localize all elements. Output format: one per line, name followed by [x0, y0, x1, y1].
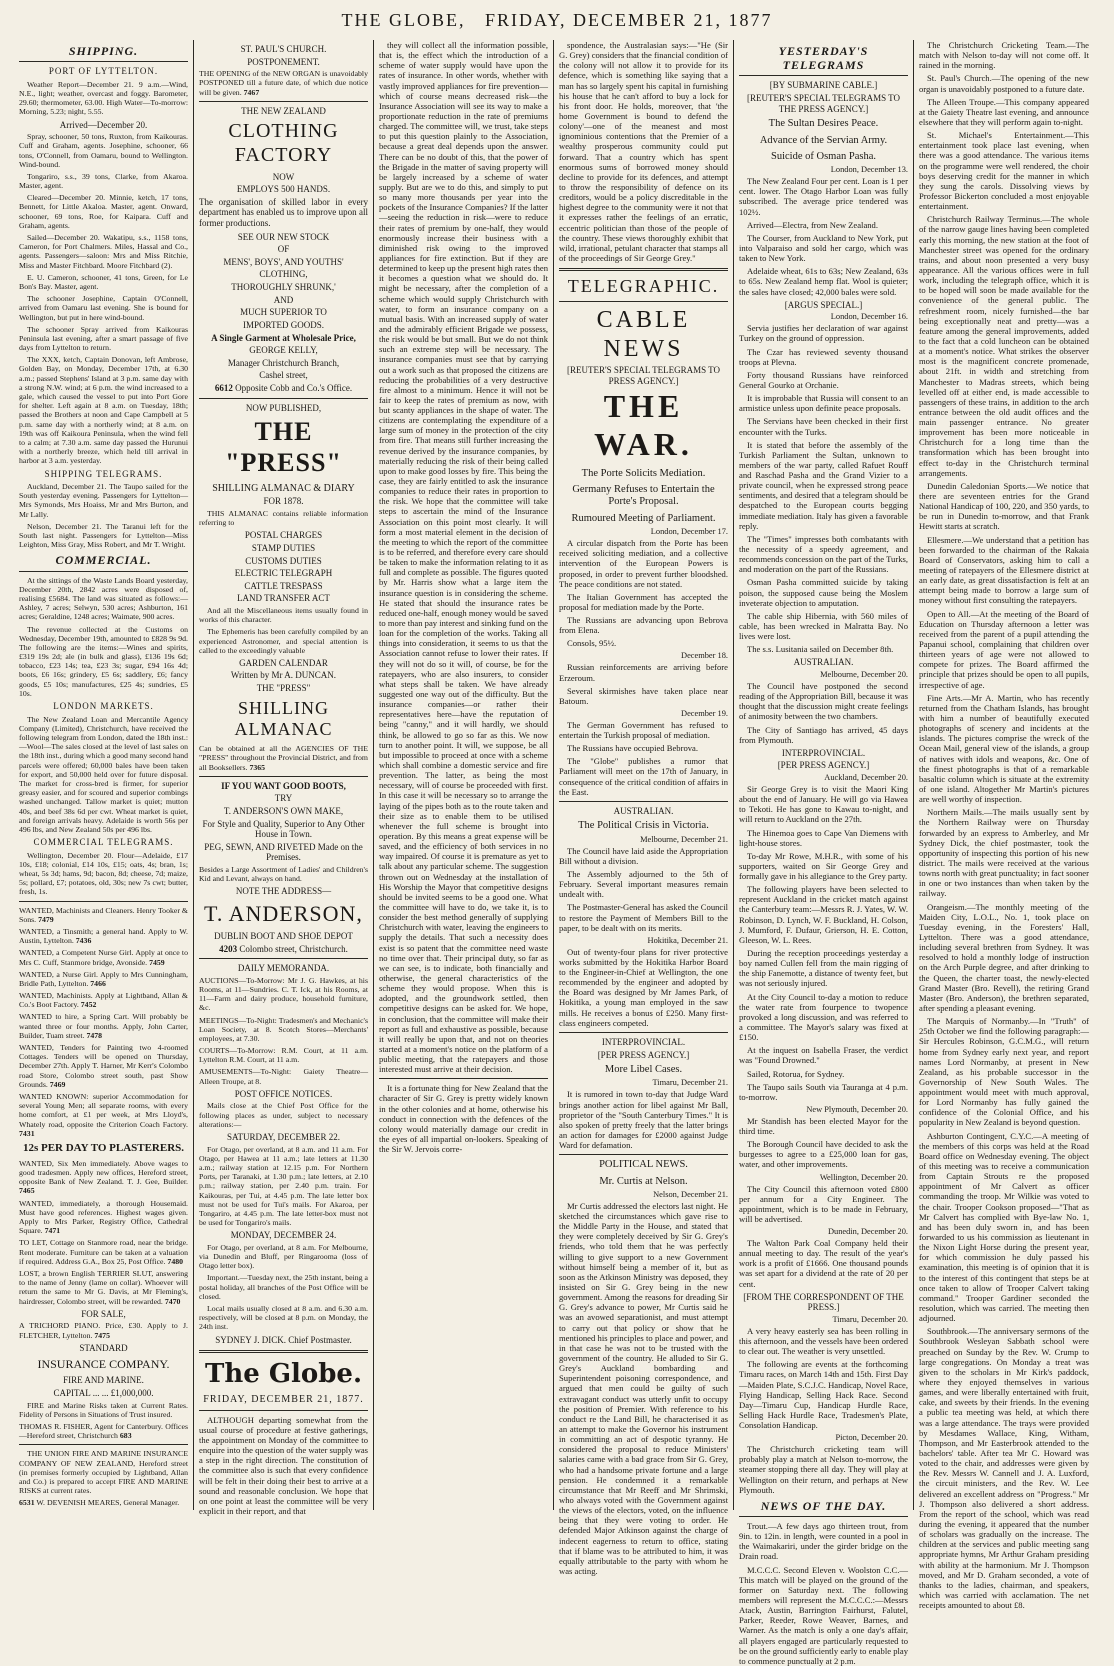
news-item: Orangeism.—The monthly meeting of the Maiden City, L.O.L., No. 1, took place on Tuesday evening, in the Foresters' Hall, Lyttelton. There was a good attendance, including several brethren from Sydney. It was resolved to hold a monthly lodge of instruction on the Arch Purple degree, and after drinking to the Queen, the charter toast, the newly-elected Grand Master (Bro. Revell), the retiring Grand Master (Bro. Anderson), the brethren separated, after spending a pleasant evening.	[919, 901, 1089, 1013]
telegram-para: It is stated that before the assembly of the Turkish Parliament the Sultan, unknown to members of the war party, called Rafuet Rouff and Raschad Pasha and the Grand Vizier to a private council, when he expressed strong peace sentiments, and desired that a telegram should be despatched to the European courts begging immediate mediation. Italy has given a favorable reply.	[739, 439, 908, 531]
church-notice: THE OPENING of the NEW ORGAN is unavoidably POSTPONED till a future date, of which due notice will be given. 7467	[199, 69, 368, 97]
australian-para: Out of twenty-four plans for river protective works submitted by the Hokitika Harbor Board to the Engineer-in-Chief at Wellington, the one recommended by the engineer and adopted by the Board was designed by Mr James Park, of Hokitika, a young man employed in the saw mills. He receives a bonus of £250. Many first-class engineers competed.	[559, 946, 728, 1028]
cable-news-heading: CABLE NEWS	[596, 307, 691, 362]
post-saturday-body: For Otago, per overland, at 8 a.m. and 11 a.m. For Otago, per Hawea at 11 a.m.; late letters at 11.30 a.m.; railway station at 12.15 p.m. For Northern Ports, per Taranaki, at 1.30 p.m.; late letters, at 2.10 p.m.; railway station, per 2.40 p.m. train. For Kaikouras, per Tui, at 4.45 p.m. The late letter box must not be used for Tui's mails. For Akaroa, per Tongariro, at 4.45 p.m. The late letter-box must not be used for Tongariro's mails.	[199, 1144, 368, 1228]
interprov-para: The Taupo sails South via Tauranga at 4 p.m. to-morrow.	[739, 1081, 908, 1102]
telegram-para: Arrived—Electra, from New Zealand.	[747, 219, 878, 230]
interprov-para: Sir George Grey is to visit the Maori King about the end of January. He will go via Hawea to Tekoti. He has gone to Kawau to-night, and will return to Auckland on the 27th.	[739, 783, 908, 825]
dateline: Picton, December 20.	[835, 1433, 908, 1443]
weather-report: Weather Report—December 21. 9 a.m.—Wind, N.E., light; weather, overcast and foggy. Barometer, 29.60; thermometer, 63.00. High Water—To-morrow: Morning, 5.23; night, 5.55.	[19, 79, 188, 117]
shipping-news-1: The schooner Josephine, Captain O'Connell, arrived from Oamaru last evening. She is bound for Wellington, but put in here wind-bound.	[19, 294, 188, 322]
suicide-heading: Suicide of Osman Pasha.	[771, 150, 876, 162]
clothing-and: AND	[273, 294, 294, 305]
ad-wanted-2: WANTED, a Tinsmith; a general hand. Apply to W. Austin, Lyttelton. 7436	[19, 926, 188, 946]
insurance-body: FIRE and Marine Risks taken at Current Rates. Fidelity of Persons in Situations of Trust insured.	[19, 1400, 188, 1419]
interprovincial-heading: INTERPROVINCIAL.	[601, 1036, 686, 1047]
yesterdays-telegrams-heading: YESTERDAY'S TELEGRAMS	[739, 44, 908, 76]
sultan-heading: The Sultan Desires Peace.	[768, 118, 879, 130]
column-6	[914, 40, 1094, 1611]
church-heading: ST. PAUL'S CHURCH.	[240, 44, 327, 54]
news-item: Christchurch Railway Terminus.—The whole of the narrow gauge lines having been completed early this morning, the new station at the foot of Manchester street was opened for the ordinary trains, and about noon presented a very busy appearance. All the various offices were in full work, including the telegraph office, which it is to be hoped will soon be made available for the convenience of the general public. The refreshment room, nicely furnished—the bar being exceptionally neat and pretty—was a feature among the general improvements, added to the fact that a cold luncheon can be obtained at a moment's notice. What strikes the observer most is the magnificent concrete promenade, about 21ft. in width and stretching from Manchester to Madras streets, which being levelled off at either end, is made accessible to passengers of these trains, in addition to the arch entrance between the old audit offices and the main passenger entrance. No greater improvement has been more noticeable in Christchurch for a long time than the transformation which has been brought into effect to-day in the Christchurch terminal arrangements.	[919, 214, 1089, 478]
dateline: Timaru, December 21.	[652, 1078, 728, 1088]
globe-title: The Globe.	[204, 1359, 363, 1390]
submarine-note: [BY SUBMARINE CABLE.]	[769, 80, 878, 91]
clothing-of: OF	[277, 244, 290, 255]
almanac-agencies: Can be obtained at all the AGENCIES OF THE "PRESS" throughout the Provincial District, and from all Booksellers. 7365	[199, 744, 368, 772]
dateline: New Plymouth, December 20.	[806, 1105, 908, 1115]
war-para: The "Globe" publishes a rumor that Parliament will meet on the 17th of January, in consequence of the critical condition of affairs in the East.	[559, 756, 728, 797]
shipping-telegram-1: Auckland, December 21. The Taupo sailed for the South yesterday evening. Passengers for Lyttelton—Mrs Symonds, Mrs Hoaiss, Mr and Mrs Burton, and Mr Lally.	[19, 482, 188, 519]
servian-heading: Advance of the Servian Army.	[759, 134, 888, 146]
libel-heading: More Libel Cases.	[604, 1064, 683, 1076]
union-insurance: THE UNION FIRE AND MARINE INSURANCE COMPANY OF NEW ZEALAND, Hereford street (in premises formerly occupied by Lightband, Allan and Co.) is prepared to accept FIRE AND MARINE RISKS at current rates.	[19, 1449, 188, 1496]
news-item: The Alleen Troupe.—This company appeared at the Gaiety Theatre last evening, and announce elsewhere that they will perform again to-night.	[919, 96, 1089, 127]
war-para: Consols, 95½.	[567, 638, 617, 649]
clothing-see: SEE OUR NEW STOCK	[237, 231, 330, 242]
dateline: December 19.	[681, 708, 728, 718]
interprov-para: At the City Council to-day a motion to reduce the water rate from fourpence to twopence provoked a long discussion, and was referred to a committee. The Mayor's salary was fixed at £150.	[739, 991, 908, 1043]
boots-heading: IF YOU WANT GOOD BOOTS,	[221, 780, 346, 791]
reuter-note-2: [REUTER'S SPECIAL TELEGRAMS TO THE PRESS AGENCY.]	[746, 92, 901, 114]
telegram-para: It is improbable that Russia will consent to an armistice unless upon definite peace proposals.	[739, 393, 908, 414]
post-office-heading: POST OFFICE NOTICES.	[234, 1088, 333, 1099]
column-5	[734, 40, 914, 1666]
war-para: The German Government has refused to entertain the Turkish proposal of mediation.	[559, 719, 728, 740]
australian-para: The Postmaster-General has asked the Council to restore the Payment of Members Bill to the paper, to be dealt with on its merits.	[559, 902, 728, 933]
curtis-heading: Mr. Curtis at Nelson.	[599, 1175, 688, 1187]
boots-try: TRY	[274, 793, 293, 804]
almanac-item: POSTAL CHARGES	[244, 530, 323, 541]
almanac-body-2: And all the Miscellaneous items usually found in works of this character.	[199, 605, 368, 625]
interprov-para: The Borough Council have decided to ask the burgesses to agree to a £25,000 loan for gas, water, and other improvements.	[739, 1139, 908, 1170]
ad-wanted-8: WANTED KNOWN: superior Accommodation for several Young Men; all separate rooms, with every home comfort, at £1 per week, at Mrs Lloyd's, Whately road, opposite the Criterion Coach Factory. 7431	[19, 1091, 188, 1138]
dateline: Dunedin, December 20.	[827, 1227, 908, 1237]
shipping-telegrams-heading: SHIPPING TELEGRAMS.	[44, 468, 163, 479]
news-of-the-day-heading: NEWS OF THE DAY.	[739, 1499, 908, 1517]
interprov-para: To-day Mr Rowe, M.H.R., with some of his supporters, waited on Sir George Grey and formally gave in his allegiance to the Grey party.	[739, 850, 908, 882]
almanac-item: STAMP DUTIES	[251, 542, 316, 553]
libel-para: It is rumored in town to-day that Judge Ward brings another action for libel against Mr Ball, proprietor of the "South Canterbury Times." It is also spoken of pretty freely that the latter brings an action for damages for £2000 against Judge Ward for defamation.	[559, 1089, 728, 1151]
war-para: A circular dispatch from the Porte has been received soliciting mediation, and a collective intervention of the European Powers is proposed, in order to prevent further bloodshed. The peace conditions are not stated.	[559, 538, 728, 589]
masthead-date: FRIDAY, DECEMBER 21, 1877	[484, 9, 773, 30]
germany-heading: Germany Refuses to Entertain the Porte's Proposal.	[572, 484, 715, 508]
dateline: Melbourne, December 20.	[820, 670, 908, 680]
news-item: Ellesmere.—We understand that a petition has been forwarded to the chairman of the Rakaia Board of Conservators, asking him to call a meeting of ratepayers of the Ellesmere district at an early date, as great dissatisfaction is felt at an attempt being made to borrow a large sum of money without first consulting the ratepayers.	[919, 534, 1089, 606]
almanac-press: THE "PRESS"	[225, 417, 342, 477]
memo-courts: COURTS—To-Morrow: R.M. Court, at 11 a.m. Lyttelton R.M. Court, at 11 a.m.	[199, 1046, 368, 1065]
interprov-para: The City Council this afternoon voted £800 per annum for a City Engineer. The appointment, which is to be made in February, will be advertised.	[739, 1183, 908, 1224]
column-4	[554, 40, 734, 1576]
commercial-telegrams: Wellington, December 20. Flour—Adelaide, £17 10s, £18; colonial, £14 10s, £15; oats, 4s; bran, 1s; wheat, 5s 3d; hams, 9d; bacon, 8d; cheese, 7d; maize, 5s; pollard, £7; potatoes, old, 30s; new 7s cwt; butter, fresh, 1s.	[19, 850, 188, 897]
telegram-para: The Courser, from Auckland to New York, put into Valparaiso and sold her cargo, which was taken to New York.	[739, 232, 908, 264]
clothing-factory-title: CLOTHING FACTORY	[228, 120, 339, 166]
leader-article-cont: they will collect all the information possible, that is, the effect which the introduction of a scheme of water supply would have upon the rates of insurance. In other words, whether with vastly improved appliances for fire prevention—which of course means decreased risk—the Insurance Association will see its way to make a proportionate reduction in the rate of premiums charged. The committee will, we trust, take steps to put this question plainly to the Association, because a great deal depends upon the answer. There can be no doubt of this, that the power of the Brigade in the matter of saving property will be largely increased by a scheme of water supply. But are we to do this, and simply to put so many more thousands per year into the pockets of the Insurance Companies? If the latter—seeing the reduction in risk—were to reduce their rates of premium by one-half, they would enormously increase their business with a diminished risk owing to the improved appliances for fire extinction. But if they are determined to keep up the present high rates then it becomes a question what we should do. It might be necessary, after the completion of a scheme which would supply Christchurch with water, to form an insurance company on a mutual basis. With an increased supply of water and the admirably efficient Brigade we possess, the risk would be but small. But we do not think such an extreme step will be necessary. The insurance companies must see that by carrying out a work such as that proposed the citizens are reducing the probabilities of a very destructive fire almost to a minimum. Hence it will not be fair to keep the rates of premium as now, with but scanty appliances in the shape of water. The citizens are contemplating the expenditure of a large sum of money in the protection of the city from fire. That means still further increasing the revenue derived by the insurance companies, by materially reducing the risk of their being called upon to make good losses by fire. This being the case, they are fairly entitled to ask the insurance companies to reduce their rates in proportion to the risk. We hope that the committee will take steps to ascertain the mind of the Insurance Association on this point most clearly. It will form a most material element in the decision of the meeting to which the report of the committee is to be referred, and therefore every care should be taken to make the information relating to it as full and complete as possible. The figures quoted by Mr. Harris show what a large item the insurance question is in considering the scheme. He stated that should the insurance rates be reduced one-half, enough money would be saved to more than pay interest and sinking fund on the loan for the completion of the works. Taking all things into consideration, it seems to us that the Association cannot refuse to lower their rates. If they will not do so it will, of course, be for the ratepayers, who are also insurers, to consider what steps shall be taken. We have already suggested one way out of the difficulty. But the insurance companies—or rather their representatives here—have the reputation of being "canny," and it will hardly, we should think, be allowed to go so far as this. We now turn to another point. It will, we suppose, be all but impossible to proceed at once with a scheme which shall combine a domestic service and fire prevention. The latter, as being the most necessary, will of course be proceeded with first. In this case it will be necessary so to arrange the laying of the pipes both as to the route taken and their size as to enable them to be utilised whenever the full scheme is brought into operation. By this means a great expense will be saved, and the efficiency of both services in no way impaired. Of course it is premature as yet to talk about any particular scheme. The suggestion thrown out on Wednesday at the installation of His Worship the Mayor that competitive designs should be invited seems to be a good one. What the committee will have to do, we take it, is to consider the best method generally of supplying Christchurch with water, leaving the engineers to supply the details. That such a necessity does exist is so patent that the committee need waste no time over that. Their principal duty, so far as we can see, is to indicate, both financially and otherwise, the general characteristics of the scheme they would propose. When this is adopted, and the groundwork settled, then competitive designs can be asked for. We hope, in conclusion, that the committee will make their report as full and exhaustive as possible, because it will really be upon that, and not on theories started at a moment's notice on the platform of a public meeting, that the ratepayers and those interested must arrive at their decision.	[379, 40, 548, 1075]
dateline: December 18.	[681, 651, 728, 661]
reuter-note: [REUTER'S SPECIAL TELEGRAMS TO PRESS AGENCY.]	[566, 364, 721, 386]
news-item: Northern Mails.—The mails usually sent by the Northern Railway were on Thursday forwarded by an express to Amberley, and Mr Sydney Dick, the chief postmaster, took the opportunity of inspecting this portion of his new district. The mails were received at the various towns north with great punctuality; in fact sooner in one or two instances than when taken by the railway.	[919, 807, 1089, 899]
australian-heading: AUSTRALIAN.	[613, 805, 674, 816]
news-item: Fine Arts.—Mr A. Martin, who has recently returned from the Chatham Islands, has brought with him a number of beautifully executed photographs of scenery and incidents at the islands. The pictures comprise the wreck of the Ocean Mail, general view of the islands, a group of natives with idols and weapons, &c. One of the finest photographs is that of a remarkable basaltic column which is situate at the extremity of one island. Altogether Mr Martin's pictures are well worthy of inspection.	[919, 692, 1089, 805]
war-para: Several skirmishes have taken place near Batoum.	[559, 685, 728, 706]
news-item: M.C.C.C. Second Eleven v. Woolston C.C.—This match will be played on the ground of the former on Saturday next. The following members will represent the M.C.C.C.:—Messrs Atack, Austin, Barrington Fairhurst, Falutel, Parker, Reeder, Rowe Weaver, Barnes, and Warner. As the match is only a one day's affair, all players engaged are particularly requested to be on the ground sufficiently early to enable play to commence punctually at 2 p.m.	[739, 1564, 908, 1666]
dateline: Hokitika, December 21.	[647, 935, 728, 945]
postponement-heading: POSTPONEMENT.	[247, 56, 320, 67]
ad-to-let: TO LET, Cottage on Stanmore road, near the bridge. Rent moderate. Furniture can be taken at a valuation if required. Address G.A., Box 25, Post Office. 7480	[19, 1238, 188, 1266]
london-markets-heading: LONDON MARKETS.	[53, 701, 154, 712]
post-intro: Mails close at the Chief Post Office for the following places as under, subject to necessary alterations:—	[199, 1101, 368, 1129]
shipping-news-2: The schooner Spray arrived from Kaikouras Peninsula last evening, after a smart passage of five days from Lyttelton to return.	[19, 324, 188, 353]
commercial-1: At the sittings of the Waste Lands Board yesterday, December 20th, 2842 acres were disposed of, realising £5684. The land was situated as follows:—Ashley, 7 acres; Selwyn, 530 acres; Ashburton, 161 acres; Geraldine, 1248 acres; Waimate, 900 acres.	[19, 575, 188, 622]
interprov-para: A very heavy easterly sea has been rolling in this afternoon, and the vessels have been ordered to clear out. The weather is very unsettled.	[739, 1325, 908, 1357]
dateline: London, December 13.	[830, 165, 908, 175]
news-item: The Marquis of Normanby.—In "Truth" of 25th October we find the following paragraph:—Sir Hercules Robinson, G.C.M.G., will return home from Sydney early next year, and report names Lord Normanby, at present in New Zealand, as his probable successor in the Governorship of New South Wales. The appointment would meet with much approval, for Lord Normanby has fully gained the confidence of the Colonial Office, and his popularity in New Zealand is beyond question.	[919, 1016, 1089, 1128]
australasian-quote: spondence, the Australasian says:—"He (Sir G. Grey) considers that the financial condition of the colony will not allow it to provide for its defence, which is something like saying that a man has so largely spent his capital in furnishing his house that he can't afford to buy a lock for his front door. He holds, moreover, that 'the home Government is bound to defend the colony'—one of the meanest and most ignominious contentions that the Premier of a wealthy prosperous community could put forward. That a country which has spent enormous sums of borrowed money should decline to provide for its defences, and attempt to throw the responsibility of defence on its creditors, would be a policy discreditable in the highest degree to the community were it not that it expresses rather the feelings of an erratic, eccentric politician than those of the people of the country. These views thoroughly exhibit that wild, irrational, petulant character that stamps all of the proceedings of Sir George Grey."	[559, 40, 728, 263]
clothing-now: NOW	[272, 171, 295, 182]
news-item: Open to All.—At the meeting of the Board of Education on Thursday afternoon a letter was received from the parent of a pupil attending the Papanui school, complaining that children over thirteen years of age were not allowed to compete for prizes. The Board affirmed the principle that prizes should be open to all pupils, irrespective of age.	[919, 608, 1089, 690]
grey-article: It is a fortunate thing for New Zealand that the character of Sir G. Grey is pretty widely known in the other colonies and at home, otherwise his conduct in connection with the defences of the colony would materially damage our credit in the eyes of all impartial on-lookers. Speaking of the Sir W. Jervois corre-	[379, 1083, 548, 1155]
post-important: Important.—Tuesday next, the 25th instant, being a postal holiday, all branches of the Post Office will be closed.	[199, 1273, 368, 1301]
news-item: St. Paul's Church.—The opening of the new organ is unavoidably postponed to a future date.	[919, 73, 1089, 94]
commercial-telegrams-heading: COMMERCIAL TELEGRAMS.	[33, 837, 174, 848]
shipping-news-3: The XXX, ketch, Captain Donovan, left Ambrose, Golden Bay, on Monday, December 17th, at 6.30 a.m.; passed Stephens' Island at 3 p.m. same day with a strong N.W. wind; at 6 p.m. the wind increased to a gale, which caused the vessel to put into Port Gore for shelter. Left again at 8 a.m. on Tuesday, 18th; passed the Brothers at noon and Cape Campbell at 5 p.m. same day with a northerly wind; at 8 a.m. on 19th was off Kaikoura Peninsula, when the wind fell to a calm; at 7.30 a.m. same day passed the Hurunui with a northerly breeze, which held till arrival in harbor at 3 a.m. yesterday.	[19, 355, 188, 466]
arrivals: Spray, schooner, 50 tons, Ruxton, from Kaikouras. Cuff and Graham, agents. Josephine, schooner, 66 tons, O'Connell, from Oamaru, bound to Wellington. Wind-bound.	[19, 132, 188, 169]
clothing-wholesale: A Single Garment at Wholesale Price,	[211, 332, 356, 343]
post-monday: MONDAY, DECEMBER 24.	[230, 1230, 337, 1241]
london-markets: The New Zealand Loan and Mercantile Agency Company (Limited), Christchurch, have received the following telegram from London, dated the 18th inst.:—Wool—The sales closed at the level of last sales on the 18th inst., during which a good many second hand parcels were offered; 60,000 bales have been taken for export, and 50,000 held over for future disposal. The market for cross-bred is firmer, for superior greasy easier, and for scoured and superior combings washed unchanged. Tallow market is quiet; mutton 40s, and beef 38s 6d per cwt. Wheat market is quiet, and foreign arrivals heavy. Adelaide is worth 56s per 496 lbs, and New Zealand 50s per 496 lbs.	[19, 714, 188, 834]
kelly-street: Cashel street,	[259, 370, 308, 381]
war-para: The Russians have occupied Bebrova.	[567, 743, 699, 754]
post-signature: SYDNEY J. DICK. Chief Postmaster.	[215, 1334, 352, 1345]
column-3	[374, 40, 554, 1510]
kelly-name: GEORGE KELLY,	[249, 345, 318, 356]
boots-note: NOTE THE ADDRESS—	[235, 886, 332, 897]
almanac-item: CATTLE TRESPASS	[244, 580, 323, 591]
boots-anderson-big: T. ANDERSON,	[204, 900, 363, 926]
masthead	[0, 0, 1114, 40]
column-1	[14, 40, 194, 1510]
australian-para: The Assembly adjourned to the 5th of February. Several important measures remain undealt with.	[559, 869, 728, 900]
australian-para: The Council have laid aside the Appropriation Bill without a division.	[559, 845, 728, 866]
interprov-para: The Hinemoa goes to Cape Van Diemens with light-house stores.	[739, 827, 908, 848]
arrived-heading: Arrived—December 20.	[59, 119, 148, 130]
globe-date: FRIDAY, DECEMBER 21, 1877.	[203, 1393, 364, 1405]
news-item: Ashburton Contingent, C.Y.C.—A meeting of the members of this corps was held at the Road Board office on Wednesday evening. The object of this meeting was to receive a communication from Captain Strouts re the proposed appointment of Mr Calvert as officer commanding the troop. Mr Wilkie was voted to the chair. Trooper Cookson proposed—"That as Mr Calvert has complied with Bye-law No. 1, and has been duly sworn in, and has been forwarded to us his commission as lieutenant in the Nixon Light Horse during the present year, for which commission he duly passed his examination, this meeting is of opinion that it is to the interest of this contingent that steps be at once taken to allow of Trooper Calvert taking command." Trooper Gardiner seconded the resolution, which was carried. The meeting then adjourned.	[919, 1130, 1089, 1324]
dateline: Wellington, December 20.	[819, 1172, 908, 1182]
almanac-item: LAND TRANSFER ACT	[237, 593, 330, 604]
australian-heading-2: AUSTRALIAN.	[793, 657, 854, 668]
post-saturday: SATURDAY, DECEMBER 22.	[226, 1132, 341, 1142]
clothing-superior: MUCH SUPERIOR TO	[240, 307, 327, 318]
section-title-shipping: SHIPPING.	[19, 44, 188, 62]
telegram-para: The Servians have been checked in their first encounter with the Turks.	[739, 416, 908, 437]
dateline: London, December 16.	[830, 312, 908, 322]
victoria-heading: The Political Crisis in Victoria.	[578, 820, 709, 832]
ad-wanted-9: WANTED, Six Men immediately. Above wages to good tradesmen. Apply new offices, Hereford street, opposite Bank of New Zealand. T. J. Gee, Builder. 7465	[19, 1158, 188, 1196]
boots-style: For Style and Quality, Superior to Any Other House in Town.	[202, 818, 365, 840]
telegram-para: The "Times" impresses both combatants with the necessity of a speedy agreement, and recommends concession on the part of the Turks, and moderation on the part of the Russians.	[739, 533, 908, 575]
shilling-almanac: SHILLING ALMANAC	[234, 697, 333, 739]
kelly-title: Manager Christchurch Branch,	[227, 357, 340, 368]
ad-plasterers: 12s PER DAY TO PLASTERERS.	[22, 1141, 185, 1154]
interprov-para: The Christchurch cricketing team will probably play a match at Nelson to-morrow, the steamer stopping there all day. They will play at Wellington on their return, and perhaps at New Plymouth.	[739, 1444, 908, 1495]
almanac-item: ELECTRIC TELEGRAPH	[234, 568, 333, 579]
ad-wanted-5: WANTED, Machinists. Apply at Lightband, Allan & Co.'s Boot Factory. 7452	[19, 991, 188, 1010]
news-item: The Christchurch Cricketing Team.—The match with Nelson to-day will not come off. It rained in the morning.	[919, 40, 1089, 71]
dateline: Melbourne, December 21.	[640, 834, 728, 844]
curtis-para: Mr Curtis addressed the electors last night. He sketched the circumstances which gave rise to the Middle Party in the House, and stated that they were completely deceived by Sir G. Grey's friends, who told them that he was perfectly willing to give support to a new Government without himself being a member of it, but as soon as the Atkinson Ministry was deposed, they insisted on Sir G. Grey being in the new government. Among the reasons for dreading Sir G. Grey's advance to power, Mr Curtis said he was an avowed separationist, and must attempt to carry out that policy or show that he mentioned his principles to place and power, and in that case he was not to be trusted with the government of the country. He alluded to Sir G. Grey's Auckland bombarding and Superintendent poisoning correspondence, and argued that men could be guilty of such extravagant conduct was utterly unfit to occupy the position of Premier. With reference to his conduct re the Land Bill, he characterised it as an attempt to make the Governor his instrument in committing an act of despotic tyranny. He considered the proposal to reduce Ministers' salaries came with a bad grace from Sir G. Grey, who had a handsome private fortune and a large pension. He condemned it a remarkable circumstance that Mr Reeff and Mr Shrimski, who always voted with the Government against the views of the electors, voted, on the influence being that they were voting to order. He defended Major Atkinson against the charge of indecent eagerness to return to office, stating that if blame was to be attributed to him, it was equally attributable to the party with whom he was acting.	[559, 1200, 728, 1576]
interprov-para: During the reception proceedings yesterday a boy named Cullen fell from the main rigging of the ship Fanemotte, a distance of twenty feet, but was not seriously injured.	[739, 948, 908, 989]
commercial-2: The revenue collected at the Customs on Wednesday, December 19th, amounted to £828 9s 9d. The following are the items:—Wines and spirits, £319 19s 2d; ale (in bulk and glass), £136 19s 6d; tobacco, £23 14s; tea, £23 3s; sugar, £94 16s 4d; boots, £6 16s; grindery, £5 6s; saddlery, £6; fancy goods, £5 10s; manufactures, £25 4s; sundries, £5 10s.	[19, 624, 188, 698]
clothing-organisation: The organisation of skilled labor in every department has enabled us to improve upon all former productions.	[199, 196, 368, 229]
interprov-para: The following players have been selected to represent Auckland in the cricket match against the Canterbury team:—Messrs R. J. Yates, W. W. Robinson, D. Lynch, W. F. Buckland, H. Colson, J. Mumford, F. Dufaur, Grierson, H. E. Cotton, Gleeson, W. L. Rees.	[739, 884, 908, 945]
dateline: Auckland, December 20.	[824, 773, 908, 783]
interprov-para: At the inquest on Isabella Fraser, the verdict was "Found Drowned."	[739, 1045, 908, 1066]
clothing-clothing: CLOTHING,	[259, 269, 308, 280]
australian-para: The Council have postponed the second reading of the Appropriation Bill, because it was thought that the discussion might create feelings of animosity between the two chambers.	[739, 680, 908, 722]
interprov-para: The Walton Park Coal Company held their annual meeting to day. The result of the year's work is a profit of £1666. One thousand pounds was set apart for a dividend at the rate of 20 per cent.	[739, 1238, 908, 1289]
leader-article: ALTHOUGH departing somewhat from the usual course of procedure at festive gatherings, the appointment on Monday of the committee to enquire into the question of the water supply was a step in the right direction. The constitution of the committee also is such that every confidence will be felt in their doing their best to arrive at a sound and reasonable conclusion. We hope that on one point at least the committee will be very explicit in their report, and that	[199, 1414, 368, 1516]
news-item: Trout.—A few days ago thirteen trout, from 9in. to 12in. in length, were counted in a pool in the Waimakariri, under the girder bridge on the Drain road.	[739, 1521, 908, 1562]
sailed: Sailed—December 20. Wakatipu, s.s., 1158 tons, Cameron, for Port Chalmers. Miles, Hassal and Co., agents. Passengers—saloon: Mrs and Miss Ritchie, Miss and Master Fitchbard. Moore Fitchbard (2).	[19, 233, 188, 270]
sailed-2: E. U. Cameron, schooner, 41 tons, Green, for Le Bon's Bay. Master, agent.	[19, 272, 188, 291]
ad-wanted-4: WANTED, a Nurse Girl. Apply to Mrs Cunningham, Bridle Path, Lyttelton. 7466	[19, 969, 188, 988]
ad-wanted-3: WANTED, a Competent Nurse Girl. Apply at once to Mrs C. Cuff, Stanmore bridge, Avonside. 7459	[19, 948, 188, 967]
garden-author: Written by Mr A. DUNCAN.	[230, 670, 337, 681]
press-agency-note: [PER PRESS AGENCY.]	[597, 1049, 690, 1060]
political-news-heading: POLITICAL NEWS.	[599, 1159, 688, 1171]
interprov-para: Mr Standish has been elected Mayor for the third time.	[739, 1115, 908, 1137]
boots-anderson: T. ANDERSON'S OWN MAKE,	[223, 805, 344, 816]
interprovincial-heading-2: INTERPROVINCIAL.	[781, 747, 866, 758]
boots-assortment: Besides a Large Assortment of Ladies' and Children's Kid and Levant, always on hand.	[199, 865, 368, 884]
news-item: Dunedin Caledonian Sports.—We notice that there are seventeen entries for the Grand National Handicap of 100, 220, and 350 yards, to be run in Dunedin to-morrow, and that Frank Hewitt starts at scratch.	[919, 480, 1089, 532]
ad-wanted-7: WANTED, Tenders for Painting two 4-roomed Cottages. Tenders will be opened on Thursday, December 27th. Apply T. Harner, Mr Kerr's Colombo road Store, Colombo street south, past Show Grounds. 7469	[19, 1043, 188, 1089]
for-sale-heading: FOR SALE,	[81, 1308, 126, 1319]
war-para: Russian reinforcements are arriving before Erzeroum.	[559, 662, 728, 683]
port-heading: PORT OF LYTTELTON.	[48, 66, 159, 77]
arrivals-2: Tongariro, s.s., 39 tons, Clarke, from Akaroa. Master, agent.	[19, 171, 188, 191]
war-para: The Russians are advancing upon Bebrova from Elena.	[559, 615, 728, 636]
garden-calendar: GARDEN CALENDAR	[239, 657, 328, 668]
porte-heading: The Porte Solicits Mediation.	[581, 467, 706, 479]
kelly-address: 6612 Opposite Cobb and Co.'s Office.	[214, 382, 353, 393]
telegram-para: The cable ship Hibernia, with 560 miles of cable, has been wrecked in Malratta Bay. No lives were lost.	[739, 610, 908, 642]
clothing-nz: THE NEW ZEALAND	[241, 105, 326, 116]
memo-amusements: AMUSEMENTS—To-Night: Gaiety Theatre—Alleen Troupe, at 8.	[199, 1067, 368, 1086]
insurance-subtitle: FIRE AND MARINE.	[63, 1375, 144, 1386]
boots-pegged: PEG, SEWN, AND RIVETED Made on the Premises.	[204, 841, 363, 863]
insurance-capital: CAPITAL ... ... £1,000,000.	[53, 1388, 154, 1399]
ad-wanted-1: WANTED, Machinists and Cleaners. Henry Tooker & Sons. 7479	[19, 905, 188, 924]
memo-auctions: AUCTIONS—To-Morrow: Mr J. G. Hawkes, at his Rooms, at 11—Sundries. C. T. Ick, at his Rooms, at 11—Farm and dairy produce, household furniture, &c.	[199, 975, 368, 1013]
cleared: Cleared—December 20. Minnie, ketch, 17 tons, Bennett, for Little Akaloa. Master, agent. Onward, schooner, 69 tons, Roe, for Kaipara. Cuff and Graham, agents.	[19, 193, 188, 230]
almanac-body-3: The Ephemeris has been carefully compiled by an experienced Astronomer, and special attention is called to the exceedingly valuable	[199, 627, 368, 655]
dublin-address: 4203 Colombo street, Christchurch.	[219, 943, 348, 954]
argus-note: [ARGUS SPECIAL.]	[784, 299, 863, 310]
telegram-para: Forty thousand Russians have reinforced General Gourko at Orchanie.	[739, 369, 908, 390]
the-war-heading: THE WAR.	[594, 388, 693, 462]
clothing-employs: EMPLOYS 500 HANDS.	[236, 184, 331, 195]
australian-para: The City of Santiago has arrived, 45 days from Plymouth.	[739, 724, 908, 745]
union-signature: 6531 W. DEVENISH MEARES, General Manager.	[19, 1498, 180, 1508]
insurance-agent: THOMAS R. FISHER, Agent for Canterbury. Offices—Hereford street, Christchurch 683	[19, 1422, 188, 1441]
almanac-year: FOR 1878.	[263, 496, 304, 507]
correspondent-note: [FROM THE CORRESPONDENT OF THE PRESS.]	[743, 1291, 904, 1313]
standard-label: STANDARD	[79, 1342, 128, 1353]
war-para: The Italian Government has accepted the proposal for mediation made by the Porte.	[559, 591, 728, 612]
post-monday-body: For Otago, per overland, at 8 a.m. For Melbourne, via Dunedin and Bluff, per Ringarooma (loss of Otago letter box).	[199, 1242, 368, 1271]
shipping-telegram-2: Nelson, December 21. The Taranui left for the South last night. Passengers for Lyttelton—Miss Leighton, Miss Gray, Miss Robert, and Mr T. Wright.	[19, 521, 188, 550]
telegram-para: The s.s. Lusitania sailed on December 8th.	[747, 644, 894, 655]
telegram-para: Osman Pasha committed suicide by taking poison, the supposed cause being the Moslem inveterate objection to amputation.	[739, 577, 908, 608]
post-local: Local mails usually closed at 8 a.m. and 6.30 a.m. respectively, will be closed at 8 p.m. on Monday, the 24th inst.	[199, 1304, 368, 1332]
dateline: Timaru, December 20.	[832, 1314, 908, 1324]
telegram-para: Servia justifies her declaration of war against Turkey on the ground of oppression.	[739, 323, 908, 344]
memo-meetings: MEETINGS—To-Night: Tradesmen's and Mechanic's Loan Society, at 8. Scotch Stores—Merchants' employees, at 7.30.	[199, 1015, 368, 1043]
clothing-imported: IMPORTED GOODS.	[243, 319, 324, 330]
dateline: London, December 17.	[650, 527, 728, 537]
news-item: Southbrook.—The anniversary sermons of the Southbrook Wesleyan Sabbath school were preached on Sunday by the Rev. W. Crump to large congregations. On Monday a treat was given to the scholars in Mr Kirk's paddock, where they enjoyed themselves in various games, and were liberally entertained with fruit, cake, and sweets by their friends. In the evening a public tea meeting was held, at which there was a large attendance. The trays were provided by Mesdames Wallace, King, Witham, Thompson, and Mr Easterbrook attended to the bachelors' table. After tea Mr C. Howard was voted to the chair, and addresses were given by the Rev. Messrs W. Cannell and J. A. Luxford, the circuit ministers, and the Rev. W. Lee delivered an excellent address on "Progress." Mr J. Thompson also delivered a short address. From the report of the school, which was read during the evening, it appeared that the number of scholars was gradually on the increase. The children at the services and public meeting sang appropriate hymns, Mr Arthur Graham presiding with ability at the harmonium. Mr J. Thompson moved, and Mr D. Graham seconded, a vote of thanks to the ladies, chairman, and speakers, which was carried with acclamation. The net receipts amounted to about £8.	[919, 1326, 1089, 1611]
interprov-para: Sailed, Rotorua, for Sydney.	[747, 1068, 845, 1079]
ad-wanted-6: WANTED to hire, a Spring Cart. Will probably be wanted three or four months. Apply, John Carter, Builder, Tuam street. 7478	[19, 1012, 188, 1040]
news-item: St. Michael's Entertainment.—This entertainment took place last evening, when there was a good attendance. The various items on the programme were well rendered, the choir boys deserving credit for the manner in which they sung the carols. Dissolving views by Professor Bickerton concluded a most enjoyable entertainment.	[919, 130, 1089, 212]
almanac-item: CUSTOMS DUTIES	[245, 555, 322, 566]
masthead-title: THE GLOBE,	[341, 9, 466, 30]
ad-lost: LOST, a brown English TERRIER SLUT, answering to the name of Jenny (lame on collar). Whoever will return the same to Mr G. Davis, at Mr Fleming's, hairdresser, Colombo street, will be rewarded. 7470	[19, 1268, 188, 1306]
ad-wanted-10: WANTED, immediately, a thorough Housemaid. Must have good references. Highest wages given. Apply to Mrs Parker, Registry Office, Cathedral Square. 7471	[19, 1198, 188, 1236]
section-title-commercial: COMMERCIAL.	[19, 553, 188, 571]
press-agency-note-2: [PER PRESS AGENCY.]	[777, 760, 870, 771]
almanac-title: SHILLING ALMANAC & DIARY	[212, 482, 355, 494]
almanac-published: NOW PUBLISHED,	[245, 402, 322, 413]
clothing-shrunk: THOROUGHLY SHRUNK,'	[231, 282, 336, 293]
almanac-body: THIS ALMANAC contains reliable information referring to	[199, 508, 368, 528]
telegraphic-heading: TELEGRAPHIC.	[567, 276, 720, 297]
telegram-para: The Czar has reviewed seventy thousand troops at Plevna.	[739, 346, 908, 367]
dateline: Nelson, December 21.	[653, 1189, 728, 1199]
clothing-mens: MENS', BOYS', AND YOUTHS'	[223, 256, 344, 267]
daily-memoranda: DAILY MEMORANDA.	[237, 963, 330, 974]
dublin-depot: DUBLIN BOOT AND SHOE DEPOT	[214, 930, 353, 941]
ad-for-sale: A TRICHORD PIANO. Price, £30. Apply to J. FLETCHER, Lyttelton. 7475	[19, 1321, 188, 1340]
the-press-label: THE "PRESS"	[256, 683, 311, 694]
newspaper-page	[14, 40, 1108, 1666]
rumoured-heading: Rumoured Meeting of Parliament.	[571, 512, 716, 524]
column-2	[194, 40, 374, 1516]
telegram-para: The New Zealand Four per cent. Loan is 1 per cent. lower. The Otago Harbor Loan was fully subscribed. The average price tendered was 102½.	[739, 176, 908, 217]
insurance-company-title: INSURANCE COMPANY.	[37, 1357, 170, 1372]
telegram-para: Adelaide wheat, 61s to 63s; New Zealand, 63s to 65s. New Zealand hemp flat. Wool is quieter; the sales have closed; 42,000 bales were sold.	[739, 266, 908, 297]
interprov-para: The following are events at the forthcoming Timaru races, on March 14th and 15th. First Day—Maiden Plate, S.C.J.C. Handicap, Novel Race, Flying Handicap, Selling Hack Race. Second Day—Timaru Cup, Handicap Hurdle Race, Selling Hack Hurdle Race, Tradesmen's Plate, Consolation Handicap.	[739, 1359, 908, 1431]
